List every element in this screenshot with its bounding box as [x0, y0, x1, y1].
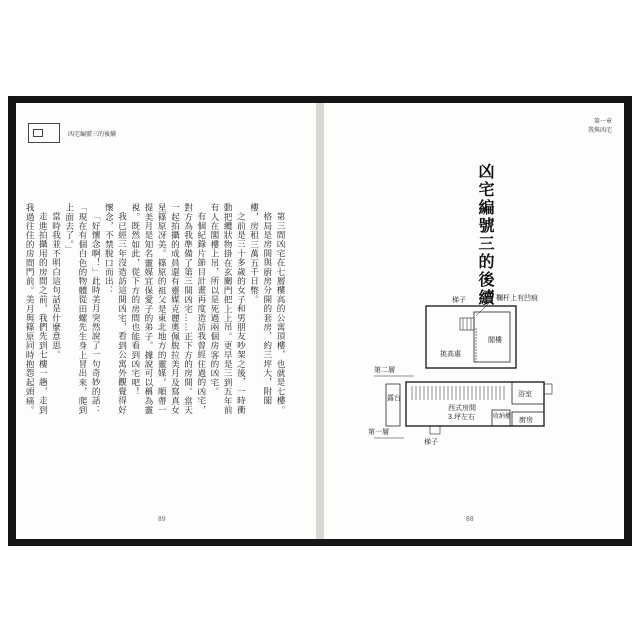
label-western-room: 西式房間: [448, 405, 476, 412]
running-title: 凶宅編號三的後續: [68, 131, 117, 138]
chapter-subtitle: 我與凶宅: [587, 127, 612, 134]
paragraph: 之前是三十多歲的女子和男朋友吵架之後，一時衝動把纜狀物掛在玄關門把上上吊。更早是三到五年前有人在閣樓上吊，所以是死過兩個房客的凶宅。: [208, 203, 246, 415]
running-header-right: [588, 117, 612, 135]
right-page: [324, 103, 624, 539]
paragraph: 格局是房間與廚房分開的套房，約三坪大，附閣樓，房租三萬五千日幣。: [248, 203, 272, 405]
terrace-outline: [386, 384, 400, 426]
body-text: [22, 203, 286, 423]
label-kitchen: 廚房: [519, 417, 533, 424]
ladder-bottom-shape: [430, 426, 440, 434]
floor-plan-diagram: [364, 288, 604, 448]
page-number: 89: [158, 516, 166, 523]
label-storage: 收納櫃: [493, 414, 512, 420]
chapter-title: 凶宅編號三的後續: [476, 163, 495, 307]
left-page: [16, 103, 316, 539]
paragraph: 「好懷念啊！」此時美月突然說了一句奇妙的話：「現在有個白色的物體從田螺先生身上冒出來，爬到上面去了。」: [63, 203, 101, 415]
paragraph: 走進拍攝用的房間之前，我們先到七樓一趟，走到我過往住的房間門前。美月與篠原同時抱怨起頭痛。: [24, 203, 48, 415]
label-room-size: 3.坪左右: [448, 414, 475, 421]
paragraph: 第三間凶宅在七層樓高的公寓頂樓，也就是七樓。: [275, 211, 285, 414]
label-first-floor: 第一層: [368, 429, 389, 436]
label-loft: 閣樓: [488, 337, 502, 344]
label-terrace: 露台: [387, 395, 401, 402]
book-gutter: [316, 103, 324, 539]
chapter-label: 第一章: [593, 118, 612, 125]
label-high-place: 挑高處: [440, 351, 461, 358]
stair-hatching: [412, 386, 504, 400]
paragraph: 我已經三年沒造訪這間凶宅，看到公寓外觀覺得好懷念，不禁脫口而出：: [103, 203, 127, 414]
page-number: 88: [466, 516, 474, 523]
paragraph: 當時我並不明白這句話是什麼意思。: [50, 211, 61, 359]
loft-outline: [426, 306, 516, 368]
label-bathroom: 浴室: [518, 391, 532, 398]
label-railing-note: 欄杆上有凹痕: [496, 295, 538, 302]
railing-leader: [476, 300, 492, 316]
label-second-floor: 第二層: [374, 367, 395, 374]
book-spread: [8, 96, 632, 546]
label-ladder-top: 梯子: [452, 297, 466, 304]
floorplan-thumbnail-icon: [28, 123, 60, 143]
paragraph: 有個紀錄片節目計畫再度造訪我曾經住過的凶宅，對方為我準備了第三間凶宅……正下方的房間。當天一起拍攝的成員還有靈媒克麗奧佩脫拉美月及寫真女星篠原冴美。篠原的祖父是東北地方的靈媒，順帶一提美月是知名靈媒宜保愛子的弟子。據說可以稱為靈視。既然如此，從下方的房間也能看到凶宅吧！: [129, 203, 206, 415]
label-ladder-bottom: 梯子: [424, 439, 438, 446]
